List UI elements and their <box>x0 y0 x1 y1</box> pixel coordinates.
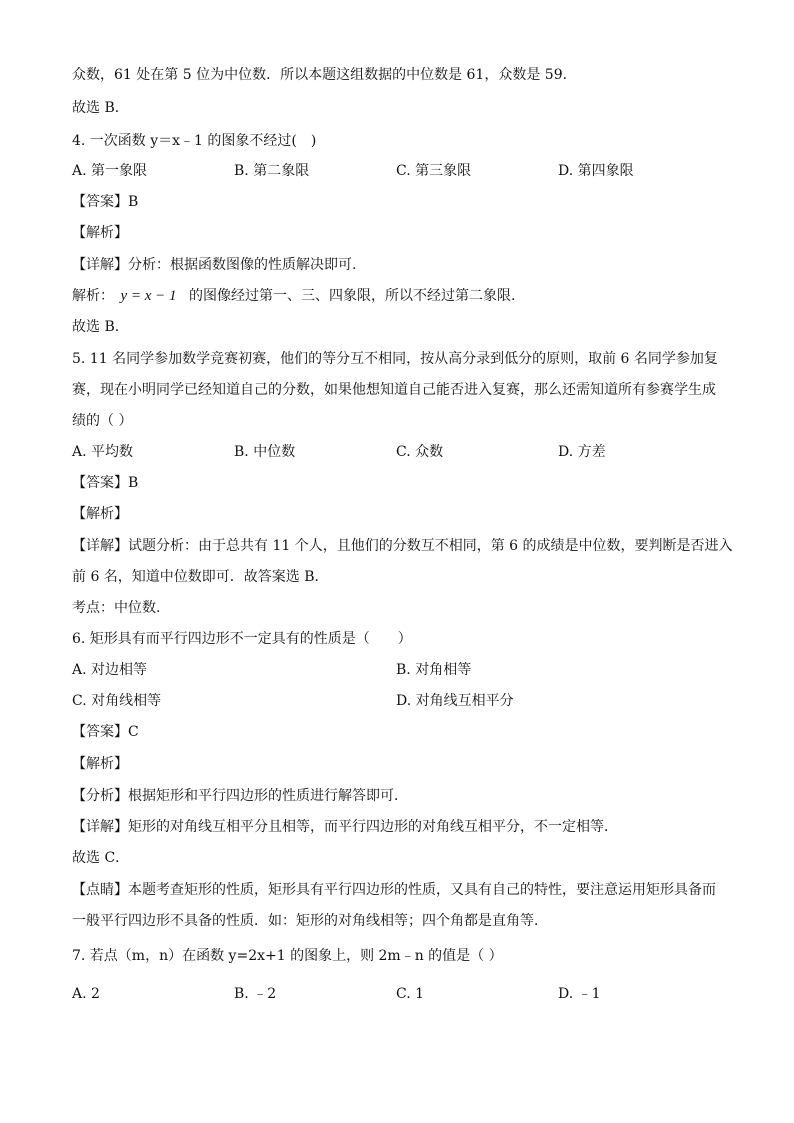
q4-solution-suffix: 的图像经过第一、三、四象限，所以不经过第二象限. <box>188 288 516 304</box>
text-line: 故选 B． <box>72 100 129 116</box>
q6-fenxi: 【分析】根据矩形和平行四边形的性质进行解答即可． <box>72 788 408 804</box>
q5-option-d: D. 方差 <box>558 444 606 460</box>
q4-solution <box>72 287 515 305</box>
question-5-line-3: 绩的（ ） <box>72 413 133 429</box>
text-line: 众数，61 处在第 5 位为中位数．所以本题这组数据的中位数是 61，众数是 59． <box>72 67 577 83</box>
q4-analysis-heading: 【解析】 <box>72 225 128 241</box>
q5-analysis-heading: 【解析】 <box>72 506 128 522</box>
q4-answer: 【答案】B <box>72 194 139 210</box>
q6-dianjing-line-2: 一般平行四边形不具备的性质．如：矩形的对角线相等；四个角都是直角等． <box>72 913 548 929</box>
q5-option-a: A. 平均数 <box>72 444 134 460</box>
q4-option-a: A. 第一象限 <box>72 163 148 179</box>
question-6: 6. 矩形具有而平行四边形不一定具有的性质是（ ） <box>72 631 412 647</box>
question-4: 4. 一次函数 y＝x﹣1 的图象不经过( ) <box>72 133 317 149</box>
q6-analysis-heading: 【解析】 <box>72 756 128 772</box>
q6-option-c: C. 对角线相等 <box>72 693 162 709</box>
q5-answer: 【答案】B <box>72 475 139 491</box>
q4-solution-formula: y = x − 1 <box>120 288 177 304</box>
q6-choice: 故选 C． <box>72 850 130 866</box>
q6-dianjing-line-1: 【点睛】本题考查矩形的性质，矩形具有平行四边形的性质，又具有自己的特性，要注意运用矩形具备而 <box>72 882 716 898</box>
q7-option-c: C. 1 <box>396 986 425 1002</box>
q6-option-a: A. 对边相等 <box>72 662 148 678</box>
q7-option-d: D. ﹣1 <box>558 986 601 1002</box>
question-7: 7. 若点（m，n）在函数 y=2x+1 的图象上，则 2m﹣n 的值是（ ） <box>72 948 503 964</box>
q6-detail: 【详解】矩形的对角线互相平分且相等，而平行四边形的对角线互相平分，不一定相等． <box>72 819 618 835</box>
q6-option-d: D. 对角线互相平分 <box>396 693 514 709</box>
q4-choice: 故选 B. <box>72 319 120 335</box>
q4-solution-prefix: 解析： <box>72 288 114 304</box>
q5-knowledge-point: 考点：中位数. <box>72 600 161 616</box>
q4-detail: 【详解】分析：根据函数图像的性质解决即可. <box>72 257 357 273</box>
q6-option-b: B. 对角相等 <box>396 662 472 678</box>
q6-answer: 【答案】C <box>72 724 139 740</box>
q5-option-c: C. 众数 <box>396 444 444 460</box>
q5-option-b: B. 中位数 <box>234 444 296 460</box>
q5-detail-line-1: 【详解】试题分析：由于总共有 11 个人，且他们的分数互不相同，第 6 的成绩是中位数，要判断是否进入 <box>72 538 733 554</box>
q7-option-a: A. 2 <box>72 986 100 1002</box>
q4-option-c: C. 第三象限 <box>396 163 472 179</box>
q4-option-b: B. 第二象限 <box>234 163 310 179</box>
question-5-line-1: 5. 11 名同学参加数学竞赛初赛，他们的等分互不相同，按从高分录到低分的原则，取前 6 名同学参加复 <box>72 351 718 367</box>
question-5-line-2: 赛，现在小明同学已经知道自己的分数，如果他想知道自己能否进入复赛，那么还需知道所有参赛学生成 <box>72 382 716 398</box>
q5-detail-line-2: 前 6 名，知道中位数即可．故答案选 B． <box>72 569 329 585</box>
q4-option-d: D. 第四象限 <box>558 163 634 179</box>
q7-option-b: B. ﹣2 <box>234 986 277 1002</box>
